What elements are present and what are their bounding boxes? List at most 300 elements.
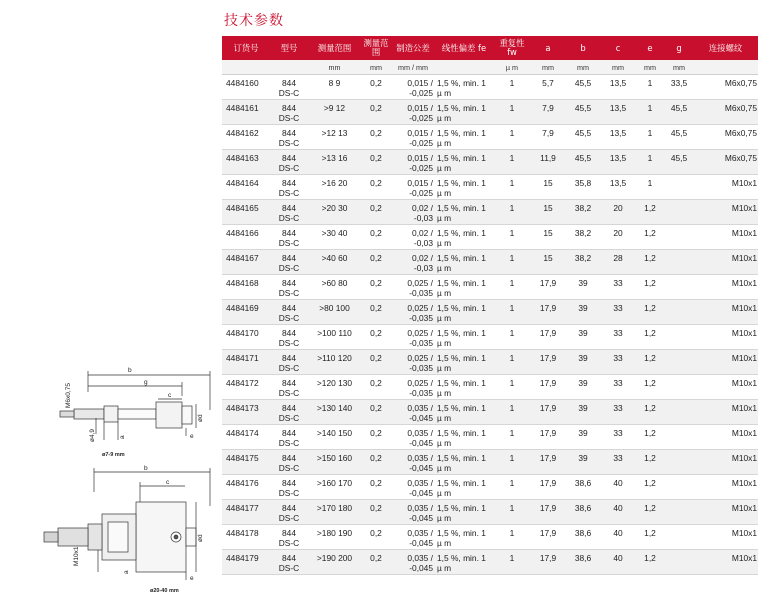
cell-tol-line: -0,03 bbox=[413, 213, 433, 223]
cell-tol bbox=[391, 499, 435, 524]
table-row bbox=[222, 374, 758, 399]
cell-c: 28 bbox=[601, 249, 635, 274]
cell-range: >60 80 bbox=[308, 274, 361, 299]
cell-g bbox=[665, 499, 693, 524]
cell-thread: M10x1 bbox=[693, 374, 758, 399]
cell-fe-line: 1,5 %, min. 1 bbox=[437, 77, 486, 88]
unit-cell: mm bbox=[565, 60, 601, 74]
cell-model-line: 844 bbox=[282, 227, 296, 238]
cell-b: 38,6 bbox=[565, 549, 601, 574]
cell-tol-line: -0,045 bbox=[409, 563, 433, 573]
cell-model-line: 844 bbox=[282, 502, 296, 513]
cell-b: 39 bbox=[565, 274, 601, 299]
cell-fe-line: µ m bbox=[437, 288, 452, 298]
cell-fe-line: µ m bbox=[437, 88, 452, 98]
cell-tol bbox=[391, 374, 435, 399]
cell-model-line: 844 bbox=[282, 527, 296, 538]
cell-range: >130 140 bbox=[308, 399, 361, 424]
cell-c: 40 bbox=[601, 474, 635, 499]
diagram2-caption: ø20-40 mm bbox=[150, 588, 179, 594]
cell-order: 4484177 bbox=[222, 499, 270, 524]
cell-tol bbox=[391, 249, 435, 274]
cell-tol-line: 0,015 / bbox=[407, 152, 433, 163]
cell-fe bbox=[435, 324, 493, 349]
cell-tol-line: -0,035 bbox=[409, 338, 433, 348]
cell-model-line: DS-C bbox=[278, 163, 300, 173]
cell-tol bbox=[391, 149, 435, 174]
column-header: b bbox=[565, 36, 601, 60]
cell-fe-line: 1,5 %, min. 1 bbox=[437, 377, 486, 388]
table-row bbox=[222, 349, 758, 374]
cell-model bbox=[270, 124, 308, 149]
cell-range: >13 16 bbox=[308, 149, 361, 174]
cell-fe bbox=[435, 99, 493, 124]
column-header: c bbox=[601, 36, 635, 60]
cell-g: 45,5 bbox=[665, 149, 693, 174]
cell-model-line: DS-C bbox=[278, 138, 300, 148]
cell-tol-line: 0,015 / bbox=[407, 102, 433, 113]
cell-order: 4484170 bbox=[222, 324, 270, 349]
cell-model bbox=[270, 524, 308, 549]
cell-model bbox=[270, 99, 308, 124]
dim-d-label: ød bbox=[197, 414, 204, 422]
table-row bbox=[222, 224, 758, 249]
cell-a: 17,9 bbox=[531, 499, 565, 524]
cell-thread: M10x1 bbox=[693, 324, 758, 349]
cell-e: 1,2 bbox=[635, 224, 665, 249]
cell-tol-line: 0,025 / bbox=[407, 302, 433, 313]
cell-a: 17,9 bbox=[531, 399, 565, 424]
cell-model-line: DS-C bbox=[278, 538, 300, 548]
cell-model-line: 844 bbox=[282, 477, 296, 488]
cell-model bbox=[270, 499, 308, 524]
cell-model bbox=[270, 399, 308, 424]
cell-e: 1,2 bbox=[635, 199, 665, 224]
cell-res: 0,2 bbox=[361, 74, 391, 99]
cell-fe-line: µ m bbox=[437, 563, 452, 573]
cell-fw: 1 bbox=[493, 449, 531, 474]
cell-c: 40 bbox=[601, 499, 635, 524]
cell-g: 45,5 bbox=[665, 124, 693, 149]
cell-model-line: 844 bbox=[282, 402, 296, 413]
cell-range: >30 40 bbox=[308, 224, 361, 249]
cell-fw: 1 bbox=[493, 124, 531, 149]
cell-model bbox=[270, 249, 308, 274]
cell-res: 0,2 bbox=[361, 199, 391, 224]
cell-order: 4484171 bbox=[222, 349, 270, 374]
cell-res: 0,2 bbox=[361, 449, 391, 474]
column-header: g bbox=[665, 36, 693, 60]
cell-fe-line: 1,5 %, min. 1 bbox=[437, 477, 486, 488]
cell-e: 1,2 bbox=[635, 474, 665, 499]
cell-a: 15 bbox=[531, 199, 565, 224]
cell-tol-line: -0,035 bbox=[409, 313, 433, 323]
cell-thread: M10x1 bbox=[693, 524, 758, 549]
cell-e: 1 bbox=[635, 174, 665, 199]
cell-thread: M6x0,75 bbox=[693, 149, 758, 174]
cell-model-line: 844 bbox=[282, 377, 296, 388]
cell-order: 4484173 bbox=[222, 399, 270, 424]
cell-model-line: 844 bbox=[282, 202, 296, 213]
cell-tol-line: 0,025 / bbox=[407, 327, 433, 338]
cell-tol-line: 0,035 / bbox=[407, 402, 433, 413]
cell-range: >190 200 bbox=[308, 549, 361, 574]
cell-fe-line: 1,5 %, min. 1 bbox=[437, 427, 486, 438]
cell-res: 0,2 bbox=[361, 249, 391, 274]
cell-fw: 1 bbox=[493, 324, 531, 349]
thread-label: M6x0,75 bbox=[65, 383, 72, 408]
cell-order: 4484175 bbox=[222, 449, 270, 474]
cell-order: 4484178 bbox=[222, 524, 270, 549]
column-header: e bbox=[635, 36, 665, 60]
cell-fe-line: 1,5 %, min. 1 bbox=[437, 227, 486, 238]
cell-a: 17,9 bbox=[531, 424, 565, 449]
cell-model-line: DS-C bbox=[278, 413, 300, 423]
cell-model bbox=[270, 224, 308, 249]
unit-cell bbox=[435, 60, 493, 74]
cell-tol bbox=[391, 174, 435, 199]
cell-range: >140 150 bbox=[308, 424, 361, 449]
cell-e: 1,2 bbox=[635, 324, 665, 349]
cell-fw: 1 bbox=[493, 149, 531, 174]
cell-fe-line: µ m bbox=[437, 338, 452, 348]
cell-fe-line: 1,5 %, min. 1 bbox=[437, 277, 486, 288]
cell-e: 1,2 bbox=[635, 374, 665, 399]
cell-thread: M10x1 bbox=[693, 249, 758, 274]
cell-fw: 1 bbox=[493, 424, 531, 449]
cell-fe-line: 1,5 %, min. 1 bbox=[437, 502, 486, 513]
cell-res: 0,2 bbox=[361, 374, 391, 399]
cell-b: 45,5 bbox=[565, 99, 601, 124]
cell-fe-line: µ m bbox=[437, 438, 452, 448]
cell-fe-line: µ m bbox=[437, 113, 452, 123]
cell-model bbox=[270, 174, 308, 199]
cell-fe bbox=[435, 199, 493, 224]
cell-a: 17,9 bbox=[531, 324, 565, 349]
cell-res: 0,2 bbox=[361, 149, 391, 174]
cell-b: 45,5 bbox=[565, 74, 601, 99]
cell-tol-line: -0,045 bbox=[409, 463, 433, 473]
cell-c: 13,5 bbox=[601, 174, 635, 199]
cell-b: 38,6 bbox=[565, 474, 601, 499]
cell-e: 1 bbox=[635, 149, 665, 174]
cell-a: 17,9 bbox=[531, 474, 565, 499]
cell-fe bbox=[435, 374, 493, 399]
cell-g bbox=[665, 299, 693, 324]
column-header: 重复性 fw bbox=[493, 36, 531, 60]
cell-tol-line: -0,025 bbox=[409, 138, 433, 148]
cell-tol bbox=[391, 399, 435, 424]
cell-model-line: 844 bbox=[282, 252, 296, 263]
cell-g bbox=[665, 174, 693, 199]
cell-fe bbox=[435, 224, 493, 249]
cell-order: 4484172 bbox=[222, 374, 270, 399]
unit-cell: mm / mm bbox=[391, 60, 435, 74]
cell-res: 0,2 bbox=[361, 299, 391, 324]
cell-thread: M10x1 bbox=[693, 499, 758, 524]
cell-g bbox=[665, 549, 693, 574]
cell-model bbox=[270, 324, 308, 349]
cell-fe-line: µ m bbox=[437, 463, 452, 473]
cell-fw: 1 bbox=[493, 399, 531, 424]
cell-fe-line: 1,5 %, min. 1 bbox=[437, 327, 486, 338]
cell-c: 13,5 bbox=[601, 149, 635, 174]
dim-c-label-2: c bbox=[166, 479, 170, 486]
cell-res: 0,2 bbox=[361, 474, 391, 499]
cell-model-line: DS-C bbox=[278, 313, 300, 323]
cell-b: 39 bbox=[565, 399, 601, 424]
cell-c: 33 bbox=[601, 374, 635, 399]
dim-g-label: g bbox=[144, 379, 148, 386]
cell-model-line: DS-C bbox=[278, 463, 300, 473]
cell-range: >150 160 bbox=[308, 449, 361, 474]
cell-c: 40 bbox=[601, 549, 635, 574]
cell-a: 15 bbox=[531, 224, 565, 249]
dim-e-label-2: e bbox=[190, 575, 194, 582]
cell-fe-line: 1,5 %, min. 1 bbox=[437, 352, 486, 363]
column-header: 制造公差 bbox=[391, 36, 435, 60]
cell-model bbox=[270, 349, 308, 374]
cell-e: 1 bbox=[635, 74, 665, 99]
cell-tol bbox=[391, 99, 435, 124]
cell-model-line: 844 bbox=[282, 352, 296, 363]
cell-fw: 1 bbox=[493, 199, 531, 224]
cell-fw: 1 bbox=[493, 174, 531, 199]
diagram-sensor-small bbox=[0, 362, 222, 462]
cell-tol-line: -0,03 bbox=[413, 238, 433, 248]
cell-tol-line: -0,025 bbox=[409, 113, 433, 123]
cell-b: 38,2 bbox=[565, 199, 601, 224]
thread-label-2: M10x1 bbox=[73, 546, 80, 566]
cell-fe bbox=[435, 499, 493, 524]
cell-b: 39 bbox=[565, 324, 601, 349]
unit-cell bbox=[270, 60, 308, 74]
cell-thread: M6x0,75 bbox=[693, 124, 758, 149]
cell-thread: M6x0,75 bbox=[693, 74, 758, 99]
cell-tol-line: -0,025 bbox=[409, 188, 433, 198]
cell-order: 4484162 bbox=[222, 124, 270, 149]
dim-a-label: a bbox=[119, 435, 126, 439]
table-row bbox=[222, 399, 758, 424]
cell-tol bbox=[391, 274, 435, 299]
cell-fe-line: µ m bbox=[437, 138, 452, 148]
cell-order: 4484176 bbox=[222, 474, 270, 499]
cell-g bbox=[665, 324, 693, 349]
cell-model bbox=[270, 424, 308, 449]
cell-model-line: DS-C bbox=[278, 113, 300, 123]
cell-tol-line: 0,035 / bbox=[407, 427, 433, 438]
cell-fe bbox=[435, 274, 493, 299]
cell-b: 39 bbox=[565, 449, 601, 474]
cell-fw: 1 bbox=[493, 249, 531, 274]
table-row bbox=[222, 174, 758, 199]
cell-b: 39 bbox=[565, 374, 601, 399]
cell-fe-line: 1,5 %, min. 1 bbox=[437, 127, 486, 138]
cell-b: 39 bbox=[565, 349, 601, 374]
cell-tol bbox=[391, 224, 435, 249]
cell-fe bbox=[435, 424, 493, 449]
cell-e: 1,2 bbox=[635, 349, 665, 374]
cell-tol-line: 0,015 / bbox=[407, 177, 433, 188]
column-header: 测量范围 bbox=[361, 36, 391, 60]
cell-b: 38,2 bbox=[565, 224, 601, 249]
cell-c: 20 bbox=[601, 199, 635, 224]
cell-g: 33,5 bbox=[665, 74, 693, 99]
cell-fe-line: µ m bbox=[437, 488, 452, 498]
cell-fw: 1 bbox=[493, 274, 531, 299]
cell-g bbox=[665, 349, 693, 374]
cell-range: >80 100 bbox=[308, 299, 361, 324]
cell-fe-line: 1,5 %, min. 1 bbox=[437, 452, 486, 463]
cell-model-line: 844 bbox=[282, 127, 296, 138]
cell-order: 4484166 bbox=[222, 224, 270, 249]
cell-model-line: 844 bbox=[282, 102, 296, 113]
cell-fe-line: µ m bbox=[437, 163, 452, 173]
cell-model-line: 844 bbox=[282, 452, 296, 463]
cell-fe bbox=[435, 149, 493, 174]
cell-fe bbox=[435, 399, 493, 424]
cell-tol bbox=[391, 349, 435, 374]
table-row bbox=[222, 249, 758, 274]
cell-e: 1,2 bbox=[635, 499, 665, 524]
cell-range: >170 180 bbox=[308, 499, 361, 524]
cell-model-line: DS-C bbox=[278, 363, 300, 373]
cell-res: 0,2 bbox=[361, 174, 391, 199]
table-row bbox=[222, 74, 758, 99]
cell-b: 45,5 bbox=[565, 124, 601, 149]
diagram1-caption: ø7-9 mm bbox=[102, 452, 125, 458]
cell-res: 0,2 bbox=[361, 224, 391, 249]
cell-res: 0,2 bbox=[361, 99, 391, 124]
column-header: a bbox=[531, 36, 565, 60]
cell-thread: M6x0,75 bbox=[693, 99, 758, 124]
cell-fe-line: µ m bbox=[437, 513, 452, 523]
cell-fe bbox=[435, 449, 493, 474]
cell-fe bbox=[435, 299, 493, 324]
cell-tol-line: -0,03 bbox=[413, 263, 433, 273]
cell-fe-line: 1,5 %, min. 1 bbox=[437, 202, 486, 213]
cell-c: 13,5 bbox=[601, 124, 635, 149]
cell-g bbox=[665, 224, 693, 249]
cell-c: 13,5 bbox=[601, 74, 635, 99]
cell-a: 17,9 bbox=[531, 374, 565, 399]
cell-a: 7,9 bbox=[531, 99, 565, 124]
diagram-sensor-large bbox=[0, 462, 222, 598]
dim-e-label: e bbox=[190, 433, 194, 440]
cell-a: 7,9 bbox=[531, 124, 565, 149]
cell-fw: 1 bbox=[493, 499, 531, 524]
cell-fe-line: 1,5 %, min. 1 bbox=[437, 102, 486, 113]
cell-g bbox=[665, 399, 693, 424]
cell-c: 40 bbox=[601, 524, 635, 549]
cell-thread: M10x1 bbox=[693, 424, 758, 449]
cell-model-line: DS-C bbox=[278, 88, 300, 98]
table-row bbox=[222, 124, 758, 149]
cell-tol-line: 0,035 / bbox=[407, 527, 433, 538]
cell-c: 33 bbox=[601, 424, 635, 449]
cell-c: 13,5 bbox=[601, 99, 635, 124]
unit-cell bbox=[222, 60, 270, 74]
cell-fw: 1 bbox=[493, 374, 531, 399]
dim-b-label: b bbox=[128, 367, 132, 374]
cell-model-line: 844 bbox=[282, 552, 296, 563]
cell-model-line: 844 bbox=[282, 327, 296, 338]
cell-order: 4484174 bbox=[222, 424, 270, 449]
cell-range: >100 110 bbox=[308, 324, 361, 349]
cell-fe-line: µ m bbox=[437, 388, 452, 398]
column-header: 线性偏差 fe bbox=[435, 36, 493, 60]
cell-order: 4484168 bbox=[222, 274, 270, 299]
cell-tol-line: 0,035 / bbox=[407, 552, 433, 563]
column-header: 连接螺纹 bbox=[693, 36, 758, 60]
cell-res: 0,2 bbox=[361, 324, 391, 349]
cell-model-line: 844 bbox=[282, 77, 296, 88]
column-header: 订货号 bbox=[222, 36, 270, 60]
cell-model-line: DS-C bbox=[278, 388, 300, 398]
cell-fe-line: 1,5 %, min. 1 bbox=[437, 527, 486, 538]
cell-fw: 1 bbox=[493, 349, 531, 374]
cell-model bbox=[270, 474, 308, 499]
cell-fe bbox=[435, 249, 493, 274]
cell-model-line: 844 bbox=[282, 427, 296, 438]
cell-fe-line: 1,5 %, min. 1 bbox=[437, 152, 486, 163]
cell-tol-line: -0,035 bbox=[409, 363, 433, 373]
cell-g bbox=[665, 374, 693, 399]
cell-tol-line: -0,045 bbox=[409, 538, 433, 548]
cell-range: >160 170 bbox=[308, 474, 361, 499]
unit-cell: mm bbox=[308, 60, 361, 74]
cell-range: >180 190 bbox=[308, 524, 361, 549]
cell-fe bbox=[435, 174, 493, 199]
cell-tol-line: -0,035 bbox=[409, 288, 433, 298]
cell-res: 0,2 bbox=[361, 424, 391, 449]
cell-g bbox=[665, 274, 693, 299]
cell-fw: 1 bbox=[493, 474, 531, 499]
cell-e: 1,2 bbox=[635, 549, 665, 574]
cell-fe-line: µ m bbox=[437, 538, 452, 548]
dim-b-label-2: b bbox=[144, 465, 148, 472]
cell-fe-line: 1,5 %, min. 1 bbox=[437, 302, 486, 313]
cell-a: 15 bbox=[531, 174, 565, 199]
column-header: 测量范围 bbox=[308, 36, 361, 60]
cell-fw: 1 bbox=[493, 549, 531, 574]
cell-e: 1,2 bbox=[635, 399, 665, 424]
cell-tol-line: 0,025 / bbox=[407, 277, 433, 288]
table-body bbox=[222, 74, 758, 574]
cell-model-line: DS-C bbox=[278, 488, 300, 498]
cell-tol-line: -0,045 bbox=[409, 438, 433, 448]
cell-range: >9 12 bbox=[308, 99, 361, 124]
cell-model bbox=[270, 299, 308, 324]
cell-model-line: DS-C bbox=[278, 563, 300, 573]
cell-order: 4484163 bbox=[222, 149, 270, 174]
table-row bbox=[222, 199, 758, 224]
cell-tol bbox=[391, 474, 435, 499]
cell-res: 0,2 bbox=[361, 124, 391, 149]
cell-model-line: DS-C bbox=[278, 263, 300, 273]
cell-thread: M10x1 bbox=[693, 349, 758, 374]
table-row bbox=[222, 424, 758, 449]
unit-cell: mm bbox=[635, 60, 665, 74]
cell-fe-line: µ m bbox=[437, 213, 452, 223]
unit-cell: mm bbox=[361, 60, 391, 74]
cell-b: 38,6 bbox=[565, 524, 601, 549]
cell-fw: 1 bbox=[493, 99, 531, 124]
shaft-label: ø4,9 bbox=[89, 428, 96, 442]
cell-res: 0,2 bbox=[361, 274, 391, 299]
cell-c: 33 bbox=[601, 274, 635, 299]
cell-b: 35,8 bbox=[565, 174, 601, 199]
